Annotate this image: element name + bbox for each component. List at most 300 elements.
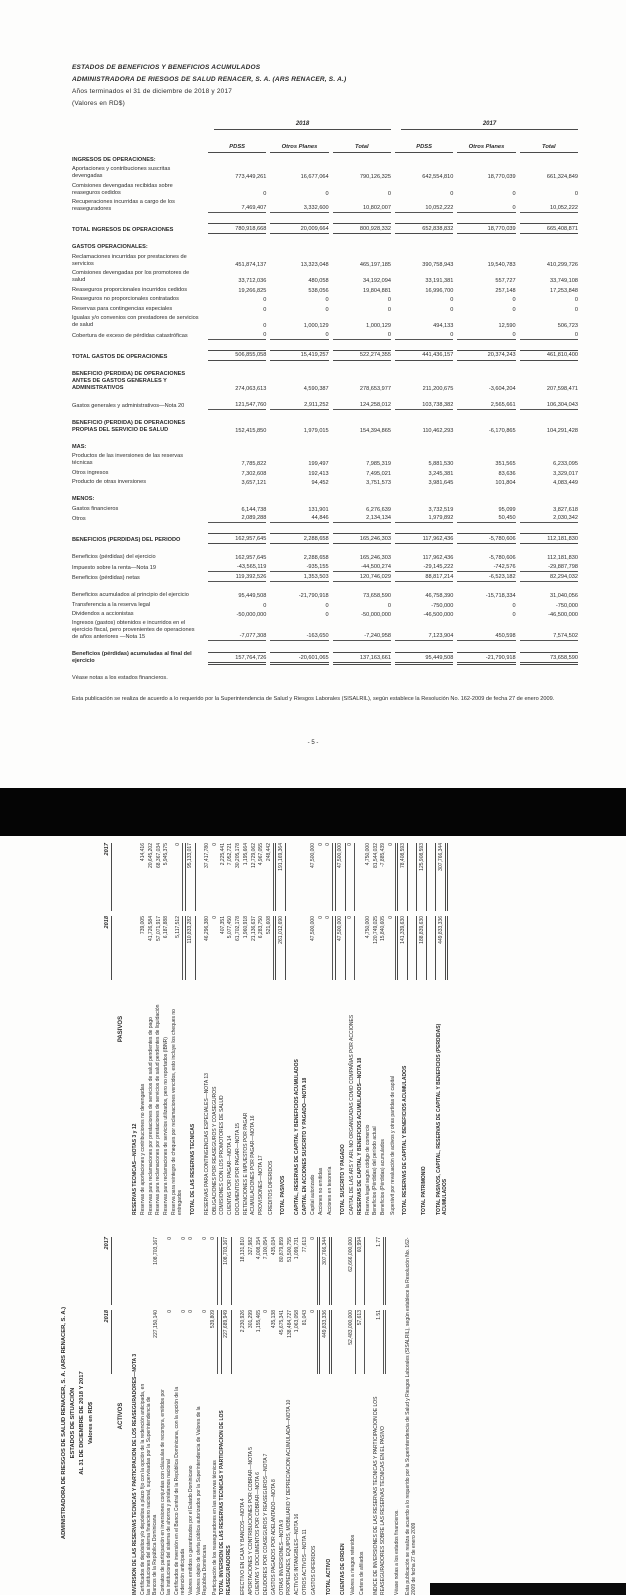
table-row	[302, 1237, 308, 1595]
table-row	[188, 1237, 194, 1595]
cell-value: 4,750,000	[364, 843, 371, 866]
cell-value: 95,133,017	[185, 843, 196, 911]
row-label: TOTAL ACTIVO	[325, 1558, 332, 1595]
table-row	[163, 843, 169, 1215]
cell-value: 68,367,034	[155, 843, 162, 869]
cell-value: 7,574,502	[520, 633, 578, 641]
cell-value: 494,133	[433, 323, 454, 330]
year-2017-label: 2017	[104, 1237, 112, 1305]
cell-value: -43,565,119	[208, 564, 266, 572]
table-row	[140, 1237, 159, 1595]
section-header-row	[302, 843, 308, 1215]
cell-value: 83,636	[498, 470, 516, 477]
balance-header	[61, 1253, 94, 1593]
cell-value: 6,276,639	[366, 506, 391, 513]
table-row	[197, 843, 202, 1215]
cell-value: -50,000,000	[361, 611, 391, 618]
cell-value: 37,417,780	[204, 843, 210, 869]
cell-value: 12,590	[498, 323, 516, 330]
row-label: CUENTAS POR PAGAR—NOTA 14	[227, 1135, 233, 1215]
cell-value: 7,469,407	[208, 205, 266, 213]
statement-header	[72, 64, 578, 107]
company-name: ADMINISTRADORA DE RIESGOS DE SALUD RENACER, S. A. (ARS RENACER, S. A.)	[72, 76, 347, 83]
cell-value: 0	[202, 1310, 209, 1313]
cell-value: 108,703,167	[221, 1237, 232, 1305]
cell-value: 6,187,888	[163, 916, 170, 939]
row-label: MAS:	[72, 443, 87, 450]
cell-value: -5,780,606	[488, 555, 516, 562]
cell-value: 0	[325, 602, 329, 609]
cell-value: 94,452	[311, 480, 329, 487]
table-row	[72, 602, 578, 609]
row-label: Reservas para contingencias especiales	[72, 305, 173, 312]
row-label: Dividendos a accionistas	[72, 611, 134, 617]
cell-value: 88,817,214	[395, 574, 453, 582]
table-row	[196, 1237, 209, 1595]
cell-value: 0	[512, 306, 516, 313]
cell-value: 0	[263, 1310, 270, 1313]
table-row	[367, 1237, 372, 1595]
cell-value: 0	[166, 1237, 173, 1240]
section-header-row	[132, 1237, 138, 1595]
cell-value: 2,565,661	[457, 402, 515, 410]
cell-value: 1.51	[376, 1310, 386, 1374]
table-row	[72, 371, 578, 392]
cell-value: 120,749,025	[372, 916, 379, 944]
table-row	[286, 1237, 292, 1595]
row-label: INDICE DE INVERSIONES DE LAS RESERVAS TECNICAS Y PARTICIPACION DE LOS REASEGURADORES SOBRE LAS RESERVAS TECNICAS EN EL PASIVO	[373, 1396, 386, 1595]
section-header-row	[72, 444, 578, 451]
cell-value: 0	[388, 916, 396, 980]
statement-title: ESTADOS DE BENEFICIOS Y BENEFICIOS ACUMULADOS	[72, 64, 261, 71]
row-label: MENOS:	[72, 496, 95, 503]
cell-value: 0	[270, 332, 328, 340]
cell-value: 1,353,503	[270, 574, 328, 582]
cell-value: 138,484,727	[286, 1310, 293, 1338]
cell-value: 199,497	[308, 461, 329, 468]
table-row	[72, 199, 578, 213]
cell-value: 2,225,441	[219, 843, 226, 866]
cell-value: 44,846	[270, 515, 328, 523]
cell-value: 7,123,904	[395, 633, 453, 641]
table-row	[72, 515, 578, 523]
cell-value: 47,500,000	[335, 843, 346, 911]
cell-value: 1,000,129	[366, 323, 391, 330]
cell-value: 0	[166, 1310, 173, 1313]
cell-value: 19,266,825	[238, 287, 267, 294]
cell-value: 773,449,261	[235, 174, 267, 181]
cell-value: 82,294,032	[520, 574, 578, 582]
cell-value: 278,653,977	[359, 385, 391, 392]
table-row	[72, 394, 578, 399]
row-label: EFECTIVO EN CAJA Y BANCOS—NOTA 4	[239, 1498, 246, 1595]
cell-value: -6,170,865	[488, 427, 516, 434]
cell-value: 2,288,658	[270, 533, 328, 544]
cell-value: 52,483,000,000	[348, 1310, 356, 1374]
cell-value: 131,901	[308, 506, 329, 513]
cell-value: 0	[387, 190, 391, 197]
activos-year-header	[104, 1237, 112, 1595]
row-label: ACUMULACIONES POR PAGAR—NOTA 16	[250, 1115, 257, 1215]
row-label: OTROS ACTIVOS—NOTA 11	[301, 1529, 308, 1595]
cell-value: 0	[512, 297, 516, 304]
table-row	[212, 843, 218, 1215]
table-row	[72, 489, 578, 494]
table-row	[266, 843, 274, 1215]
cell-value: 414,416	[140, 843, 146, 862]
year-2017-label: 2017	[104, 843, 112, 911]
cell-value: 465,197,185	[359, 261, 391, 268]
table-row	[210, 1237, 218, 1595]
cell-value: -21,790,918	[457, 652, 515, 665]
cell-value: 0	[450, 190, 454, 197]
table-row	[325, 843, 333, 1215]
row-label: Cartera de afiliados	[359, 1551, 365, 1595]
cell-value: 4,750,000	[364, 916, 371, 939]
pasivos-column	[104, 843, 450, 1215]
cell-value: 78,408,593	[397, 843, 408, 911]
cell-value: 0	[457, 332, 515, 340]
cell-value: 188,839,630	[416, 916, 427, 980]
cell-value: 0	[180, 1310, 187, 1313]
year-2018-label: 2018	[104, 1310, 112, 1374]
cell-value: 0	[175, 843, 183, 911]
cell-value: -5,780,606	[457, 533, 515, 544]
cell-value: 0	[388, 843, 396, 911]
table-row	[204, 843, 210, 1215]
cell-value: 211,200,675	[422, 385, 454, 392]
cell-value: 117,962,436	[422, 555, 454, 562]
row-label: Igualas y/o convenios con prestadores de servicios de salud	[72, 315, 199, 329]
cell-value: 10,802,007	[333, 205, 391, 213]
row-label: Capital autorizado	[309, 1174, 316, 1215]
table-row	[72, 453, 578, 467]
cell-value: 165,246,303	[333, 533, 391, 544]
cell-value: 4,590,387	[303, 385, 329, 392]
cell-value: 31,040,056	[549, 593, 578, 600]
cell-value: 2,288,658	[303, 555, 329, 562]
table-row	[243, 843, 249, 1215]
cell-value: 665,408,871	[520, 223, 578, 234]
section-header-row	[357, 843, 363, 1215]
cell-value: 60,994	[357, 1237, 365, 1305]
cell-value: 34,192,094	[362, 278, 391, 285]
row-label: BENEFICIO (PERDIDA) DE OPERACIONES ANTES DE GASTOS GENERALES Y ADMINISTRATIVOS	[72, 370, 186, 391]
page2-footnotes	[394, 1237, 417, 1595]
cell-value: 110,833,282	[185, 916, 196, 980]
table-row	[380, 843, 386, 1215]
cell-value: 33,191,381	[425, 278, 454, 285]
table-row	[72, 526, 578, 531]
row-label: Beneficios (Pérdidas) acumulados	[380, 1139, 386, 1215]
cell-value: 0	[325, 611, 329, 618]
cell-value: 20,645,202	[147, 843, 154, 869]
cell-value: 77,613	[302, 1237, 308, 1253]
cell-value: 0	[263, 306, 267, 313]
table-row	[72, 574, 578, 582]
row-label: Beneficios acumulados al principio del ejercicio	[72, 592, 189, 599]
cell-value: 480,058	[308, 278, 329, 285]
table-row	[310, 843, 316, 1215]
total-row	[72, 350, 578, 361]
col-otros-2018: Otros Planes	[270, 144, 328, 153]
row-label: Reservas para reclamaciones por prestaciones de servicios de salud pendientes de pago	[147, 1017, 154, 1215]
table-row	[258, 843, 264, 1215]
cell-value: 6,144,738	[241, 506, 267, 513]
table-row	[72, 216, 578, 221]
row-label: Gastos financieros	[72, 505, 119, 512]
page-balance-sheet	[55, 840, 565, 1595]
row-label: Reaseguros no proporcionales contratados	[72, 296, 179, 303]
table-row	[248, 1237, 254, 1595]
table-row	[72, 332, 578, 340]
cell-value: 261,012,690	[275, 916, 286, 980]
section-header-row	[72, 244, 578, 251]
total-row	[335, 843, 346, 1215]
row-label: Acciones en tesorería	[327, 1166, 333, 1215]
table-row	[72, 547, 578, 552]
cell-value: 81,544,032	[372, 843, 379, 869]
cell-value: 0	[188, 1310, 195, 1313]
cell-value: 522,274,355	[333, 350, 391, 361]
period-line: Años terminados el 31 de diciembre de 2018 y 2017	[72, 88, 233, 95]
table-row	[72, 254, 578, 268]
row-label: BENEFICIOS (PERDIDAS) DEL PERIODO	[72, 537, 181, 544]
cell-value: -29,145,222	[395, 564, 453, 572]
cell-value: 5,945,375	[163, 843, 170, 866]
cell-value: 0	[317, 843, 324, 846]
cell-value: -750,000	[555, 602, 578, 609]
cell-value: -6,523,182	[457, 574, 515, 582]
total-row	[72, 223, 578, 234]
statement-title: ESTADOS DE SITUACIÓN	[70, 1387, 76, 1459]
cell-value: 95,099	[498, 506, 516, 513]
cell-value: 0	[180, 1237, 187, 1240]
cell-value: 15,419,257	[270, 350, 328, 361]
cell-value: 4,967,055	[258, 843, 265, 866]
table-row	[72, 166, 578, 180]
cell-value: 307,766,344	[319, 1237, 332, 1305]
cell-value: 10,052,222	[395, 205, 453, 213]
cell-value: -7,240,958	[333, 633, 391, 641]
row-label: CUENTAS Y DOCUMENTOS POR COBRAR—NOTA 6	[255, 1472, 262, 1595]
cell-value: 506,723	[557, 323, 578, 330]
cell-value: -3,604,204	[488, 385, 516, 392]
cell-value: 46,758,390	[425, 593, 454, 600]
table-row	[288, 843, 293, 1215]
row-label: Superávit por revaluación de activos y otras partidas de capital	[389, 1076, 396, 1215]
cell-value: 4,008,154	[255, 1237, 262, 1260]
cell-value: 119,392,526	[208, 574, 266, 582]
row-label: Certificados de depósitos y/o depósitos a plazo fijo con la opción de la redención anticipada, en las instituciones del sistema financiero nacional, supervisadas por la Superintendencia de Bancos de la República Dominicana	[139, 1383, 159, 1595]
currency-line: Valores en RD$	[88, 1401, 94, 1445]
cell-value: 0	[574, 190, 578, 197]
row-label: Reservas de aportaciones y contribuciones no devengadas	[139, 1083, 146, 1215]
table-row	[174, 1237, 187, 1595]
table-row	[155, 843, 161, 1215]
sisalril-disclaimer: Esta publicación se realiza de acuerdo a lo requerido por la Superintendencia de Salud y Riesgos Laborales (SISALRIL), según establece la Resolución No. 162-2009 de fecha 27 de enero 2009	[404, 1237, 417, 1595]
table-row	[148, 843, 154, 1215]
table-row	[235, 843, 241, 1215]
cell-value: 33,712,036	[238, 278, 267, 285]
cell-value: 7,100,054	[263, 1237, 270, 1260]
row-label: Beneficios (pérdidas) acumuladas al final del ejercicio	[72, 651, 192, 665]
table-row	[233, 1237, 238, 1595]
cell-value: 351,565	[495, 461, 516, 468]
table-row	[318, 843, 324, 1215]
activos-title: ACTIVOS	[118, 1402, 124, 1430]
table-row	[357, 1237, 365, 1595]
row-label: Reclamaciones incurridas por prestaciones de servicios	[72, 253, 187, 267]
row-label: Aportaciones y contribuciones suscritas devengadas	[72, 166, 171, 180]
cell-value: 274,063,613	[235, 385, 267, 392]
cell-value: 16,677,064	[300, 174, 329, 181]
row-label: TOTAL PATRIMONIO	[421, 1166, 427, 1215]
cell-value: 19,804,881	[362, 287, 391, 294]
cell-value: 1.77	[376, 1237, 386, 1305]
cell-value: 95,449,508	[395, 652, 453, 665]
row-label: RESERVAS PARA CONTINGENCIAS ESPECIALES—NOTA 13	[203, 1073, 210, 1215]
table-row	[72, 585, 578, 590]
cell-value: 46,296,380	[204, 916, 210, 942]
cell-value: 0	[325, 306, 329, 313]
table-row	[410, 843, 415, 1215]
table-row	[72, 315, 578, 329]
cell-value: 3,245,381	[428, 470, 454, 477]
section-header-row	[72, 496, 578, 503]
total-row	[219, 1237, 232, 1595]
table-row	[310, 1237, 318, 1595]
cell-value: 652,838,832	[395, 223, 453, 234]
cell-value: 21,136,637	[250, 916, 257, 942]
row-label: Valores emitidos o garantizados por el Estado Dominicano	[188, 1465, 194, 1595]
col-pdss-2017: PDSS	[395, 144, 453, 153]
cell-value: 642,554,810	[422, 174, 454, 181]
pasivos-table	[132, 843, 448, 1215]
row-label: CAPITAL EN ACCIONES SUSCRITO Y PAGADO—NOTA 18	[302, 1077, 308, 1215]
col-otros-2017: Otros Planes	[457, 144, 515, 153]
cell-value: 13,323,048	[300, 261, 329, 268]
cell-value: 506,855,058	[208, 350, 266, 361]
cell-value: 125,908,593	[416, 843, 427, 911]
row-label: CAPITAL, RESERVAS DE CAPITAL Y BENEFICIOS ACUMULADOS	[294, 1059, 301, 1215]
cell-value: 17,253,848	[549, 287, 578, 294]
row-label: PROVISIONES—NOTA 17	[258, 1155, 264, 1215]
row-label: Contratos de participación en inversiones conjuntas con cláusulas de recompra, emitidos por las instituciones del sistema de ahorros y préstamos nacional	[160, 1389, 173, 1595]
cell-value: 51,500,755	[286, 1237, 293, 1263]
cell-value: 0	[325, 297, 329, 304]
cell-value: 0	[450, 297, 454, 304]
cell-value: 12,729,062	[250, 843, 257, 869]
cell-value: 0	[387, 602, 391, 609]
sisalril-disclaimer: Esta publicación se realiza de acuerdo a lo requerido por la Superintendencia de Salud y Riesgos Laborales (SISALRIL), según establece la Resolución No. 162-2009 de fecha 27 de enero 2009.	[72, 696, 555, 703]
page-income-statement	[0, 0, 626, 788]
cell-value: 0	[208, 332, 266, 340]
table-row	[227, 843, 233, 1215]
period-line: AL 31 DE DICIEMBRE DE 2018 Y 2017	[79, 1371, 85, 1475]
table-row	[334, 1237, 339, 1595]
year-2017-label: 2017	[401, 121, 578, 130]
row-label: Reserva para reintegro de cheques por reclamaciones vencidos, esto incluye los cheques no entregados	[170, 1009, 183, 1215]
table-row	[348, 1237, 356, 1595]
income-statement-table	[72, 157, 578, 665]
cell-value: 0	[263, 602, 267, 609]
col-pdss-2018: PDSS	[208, 144, 266, 153]
row-label: Ingresos (gastos) obtenidos e incurridos en el ejercicio fiscal, pero provenientes de operaciones de años anteriores —Nota 15	[72, 620, 195, 641]
cell-value: 30,205,178	[235, 843, 241, 869]
cell-value: 739,005	[140, 916, 146, 935]
cell-value: 2,134,134	[333, 515, 391, 523]
cell-value: 141,339,630	[397, 916, 408, 980]
total-row	[397, 843, 408, 1215]
cell-value: 661,324,849	[546, 174, 578, 181]
cell-value: -20,601,065	[270, 652, 328, 665]
table-row	[160, 1237, 173, 1595]
table-row	[373, 1237, 386, 1595]
cell-value: 0	[325, 843, 333, 911]
cell-value: -7,885,439	[380, 843, 387, 867]
row-label: TOTAL PASIVOS	[280, 1175, 286, 1215]
cell-value: 257,148	[495, 287, 516, 294]
row-label: TOTAL INGRESOS DE OPERACIONES	[72, 227, 174, 234]
cell-value: 0	[512, 602, 516, 609]
total-row	[185, 843, 196, 1215]
cell-value: -50,000,000	[236, 611, 267, 618]
table-row	[347, 843, 355, 1215]
row-label: Recuperaciones incurridas a cargo de los reaseguradores	[72, 199, 175, 213]
row-label: RESERVAS DE CAPITAL Y BENEFICIOS ACUMULADOS—NOTA 18	[356, 1057, 363, 1215]
cell-value: 7,985,319	[366, 461, 391, 468]
cell-value: 790,126,325	[359, 174, 391, 181]
table-row	[388, 843, 396, 1215]
cell-value: 227,689,949	[221, 1310, 232, 1374]
row-label: INVERSION DE LAS RESERVAS TECNICAS Y PARTICIPACION DE LOS REASEGURADORES—NOTA 3	[132, 1353, 138, 1595]
cell-value: 124,258,012	[333, 402, 391, 410]
section-header-row	[72, 157, 578, 164]
row-label: TOTAL PASIVOS, CAPITAL, RESERVAS DE CAPITAL Y BENEFICIOS (PERDIDAS) ACUMULADOS	[435, 1023, 448, 1215]
total-row	[435, 843, 448, 1215]
table-row	[72, 420, 578, 434]
cell-value: 1,195,664	[242, 843, 249, 866]
table-row	[72, 237, 578, 242]
cell-value: 449,833,336	[435, 916, 448, 980]
row-label: Reservas para reclamaciones por prestaciones de servicios de salud pendientes de liquidación	[155, 1004, 162, 1215]
cell-value: -7,077,308	[208, 633, 266, 641]
cell-value: 450,598	[457, 633, 515, 641]
cell-value: 538,056	[308, 287, 329, 294]
table-row	[140, 843, 146, 1215]
row-label: Participación de los reaseguradores en las reservas técnicas	[211, 1460, 218, 1595]
row-label: Certificados de inversión en el Banco Central de la República Dominicana, con la opción de la redención anticipada	[174, 1386, 187, 1595]
row-label: Impuesto sobre la renta—Nota 19	[72, 564, 156, 571]
table-row	[72, 412, 578, 417]
cell-value: 0	[317, 916, 324, 919]
cell-value: 248,442	[266, 843, 274, 911]
cell-value: 3,329,017	[553, 470, 578, 477]
cell-value: 20,009,664	[270, 223, 328, 234]
cell-value: 557,727	[495, 278, 516, 285]
row-label: INGRESOS DE OPERACIONES:	[72, 157, 156, 163]
row-label: TOTAL GASTOS DE OPERACIONES	[72, 353, 168, 360]
table-row	[72, 506, 578, 513]
page1-footer	[72, 675, 578, 703]
cell-value: 407,351	[219, 916, 226, 935]
pasivos-year-header	[104, 843, 112, 1215]
cell-value: 3,332,600	[270, 205, 328, 213]
total-row	[72, 533, 578, 544]
scan-edge-artifact	[430, 1583, 626, 1595]
row-label: GASTOS PAGADOS POR ADELANTADO—NOTA 8	[270, 1479, 277, 1595]
